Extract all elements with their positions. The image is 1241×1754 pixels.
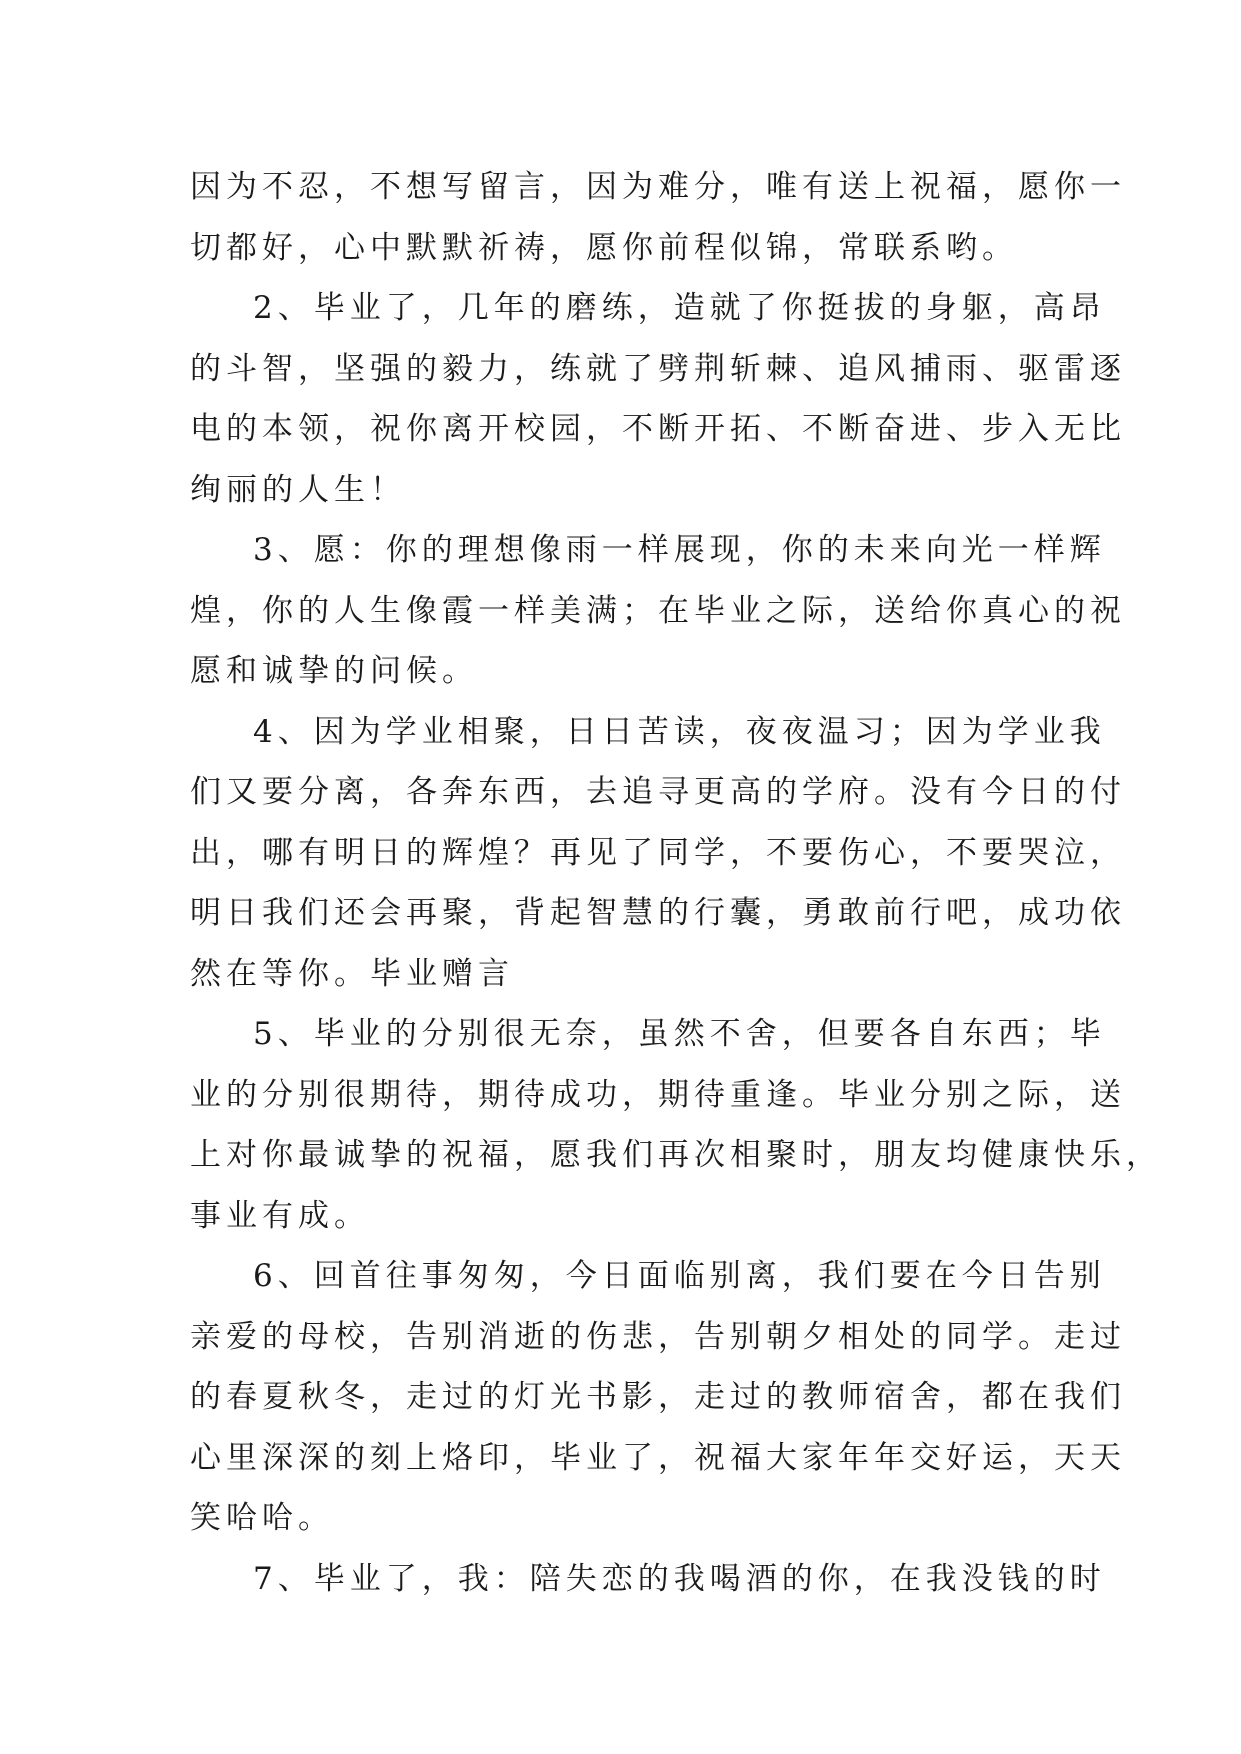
text-line: 的斗智，坚强的毅力，练就了劈荆斩棘、追风捕雨、驱雷逐 [190, 350, 1126, 387]
text-line: 业的分别很期待，期待成功，期待重逢。毕业分别之际，送 [190, 1076, 1126, 1113]
text-line: 3、愿：你的理想像雨一样展现，你的未来向光一样辉 [253, 532, 1106, 568]
text-line: 然在等你。毕业赠言 [190, 955, 514, 992]
text-line: 事业有成。 [190, 1197, 370, 1234]
text-line: 亲爱的母校，告别消逝的伤悲，告别朝夕相处的同学。走过 [190, 1318, 1126, 1355]
body-text [190, 157, 1162, 1609]
text-line: 切都好，心中默默祈祷，愿你前程似锦，常联系哟。 [190, 229, 1018, 266]
text-line: 明日我们还会再聚，背起智慧的行囊，勇敢前行吧，成功依 [190, 895, 1126, 931]
text-line: 煌，你的人生像霞一样美满；在毕业之际，送给你真心的祝 [190, 592, 1126, 629]
text-line: 笑哈哈。 [190, 1500, 334, 1536]
text-line: 6、回首往事匆匆，今日面临别离，我们要在今日告别 [253, 1258, 1106, 1294]
text-line: 2、毕业了，几年的磨练，造就了你挺拔的身躯，高昂 [253, 290, 1106, 326]
text-line: 因为不忍，不想写留言，因为难分，唯有送上祝福，愿你一 [190, 169, 1126, 205]
text-line: 5、毕业的分别很无奈，虽然不舍，但要各自东西；毕 [253, 1016, 1106, 1052]
text-line: 7、毕业了，我：陪失恋的我喝酒的你，在我没钱的时 [253, 1560, 1106, 1597]
text-line: 4、因为学业相聚，日日苦读，夜夜温习；因为学业我 [253, 713, 1106, 750]
text-line: 愿和诚挚的问候。 [190, 653, 478, 689]
text-line: 们又要分离，各奔东西，去追寻更高的学府。没有今日的付 [190, 774, 1126, 810]
text-line: 上对你最诚挚的祝福，愿我们再次相聚时，朋友均健康快乐， [190, 1137, 1162, 1173]
text-line: 绚丽的人生！ [190, 471, 406, 508]
text-line: 电的本领，祝你离开校园，不断开拓、不断奋进、步入无比 [190, 411, 1126, 447]
text-line: 出，哪有明日的辉煌？再见了同学，不要伤心，不要哭泣， [190, 834, 1126, 871]
text-line: 心里深深的刻上烙印，毕业了，祝福大家年年交好运，天天 [190, 1439, 1126, 1476]
text-line: 的春夏秋冬，走过的灯光书影，走过的教师宿舍，都在我们 [190, 1379, 1126, 1415]
